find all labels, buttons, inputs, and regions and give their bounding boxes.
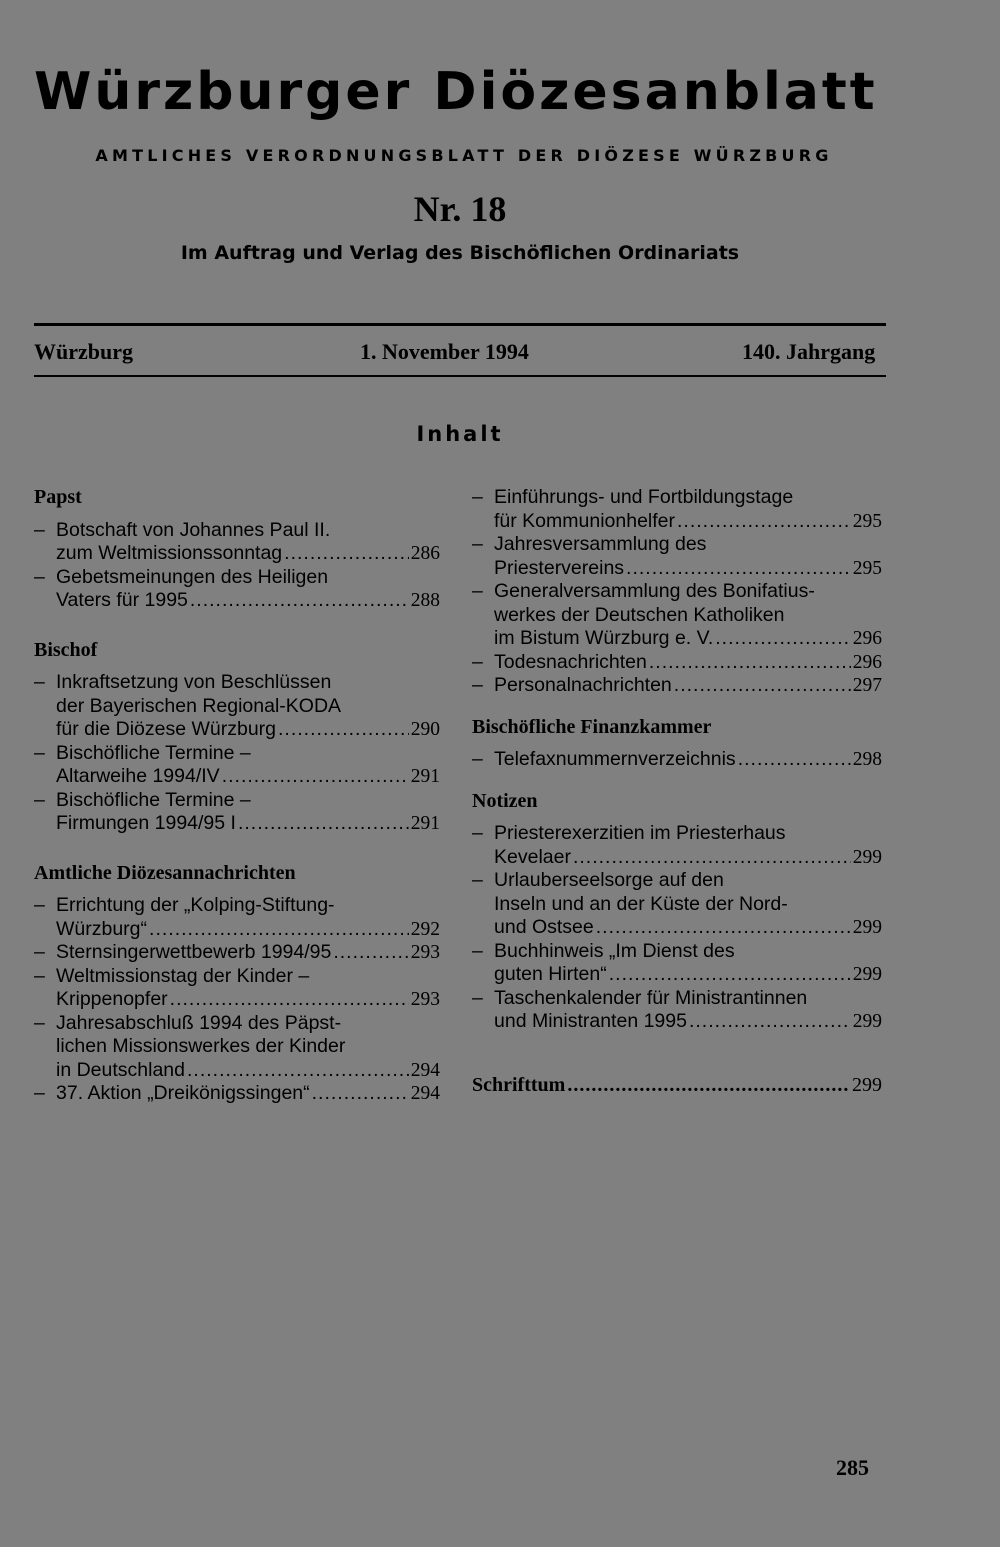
section-amtliche xyxy=(34,894,440,1106)
section-heading-papst: Papst xyxy=(34,486,82,508)
toc-entry xyxy=(34,789,440,836)
toc-entry xyxy=(34,1082,440,1106)
section-bischof xyxy=(34,671,440,836)
top-rule xyxy=(34,323,886,326)
entry-text: Personalnachrichten xyxy=(494,674,672,696)
toc-entry xyxy=(472,674,882,698)
entry-page-number: 294 xyxy=(410,1059,440,1081)
toc-entry xyxy=(472,533,882,580)
dot-leader xyxy=(596,916,851,940)
list-dash: – xyxy=(34,565,45,588)
entry-text: Inseln und an der Küste der Nord- xyxy=(494,892,788,915)
dot-leader xyxy=(170,988,409,1012)
dot-leader xyxy=(573,846,851,870)
entry-text: Bischöfliche Termine – xyxy=(56,741,251,764)
entry-text: und Ostsee xyxy=(494,916,594,938)
meta-volume: 140. Jahrgang xyxy=(742,339,876,364)
toc-entry xyxy=(472,869,882,940)
entry-text: Todesnachrichten xyxy=(494,650,647,673)
list-dash: – xyxy=(472,650,483,673)
list-dash: – xyxy=(472,822,483,844)
entry-page-number: 286 xyxy=(410,543,440,564)
section-heading-amtliche: Amtliche Diözesannachrichten xyxy=(34,861,296,884)
dot-leader xyxy=(738,748,851,772)
dot-leader xyxy=(312,1082,409,1106)
entry-text: Altarweihe 1994/IV xyxy=(56,765,220,787)
toc-entry xyxy=(34,671,440,742)
masthead-title: Würzburger Diözesanblatt xyxy=(34,62,878,122)
meta-place: Würzburg xyxy=(34,339,133,364)
entry-page-number: 296 xyxy=(852,628,882,649)
toc-entry xyxy=(472,940,882,987)
dot-leader xyxy=(284,542,409,566)
list-dash: – xyxy=(472,580,483,602)
entry-text: Weltmissionstag der Kinder – xyxy=(56,964,310,987)
entry-page-number: 288 xyxy=(410,590,440,611)
toc-entry xyxy=(34,519,440,566)
dot-leader xyxy=(715,627,850,651)
entry-text: guten Hirten“ xyxy=(494,963,607,985)
list-dash: – xyxy=(34,671,45,693)
meta-date: 1. November 1994 xyxy=(360,339,529,364)
entry-page-number: 291 xyxy=(410,813,440,834)
schrifttum-label: Schrifttum xyxy=(472,1073,566,1096)
section-finanzkammer xyxy=(472,748,882,772)
entry-text: Telefaxnummernverzeichnis xyxy=(494,748,736,770)
section-continued xyxy=(472,486,882,698)
entry-text: Urlauberseelsorge auf den xyxy=(494,869,724,891)
dot-leader xyxy=(238,812,409,836)
entry-text: Gebetsmeinungen des Heiligen xyxy=(56,565,329,588)
entry-page-number: 294 xyxy=(410,1083,440,1104)
toc-entry xyxy=(472,822,882,869)
entry-text: Generalversammlung des Bonifatius- xyxy=(494,580,815,602)
toc-entry xyxy=(34,894,440,941)
dot-leader xyxy=(649,651,851,675)
contents-right-column xyxy=(472,486,882,1097)
page-number: 285 xyxy=(836,1455,869,1480)
masthead-subtitle: AMTLICHES VERORDNUNGSBLATT DER DIÖZESE WÜRZBURG xyxy=(95,146,833,165)
list-dash: – xyxy=(34,741,45,764)
entry-page-number: 293 xyxy=(410,942,440,963)
dot-leader xyxy=(190,589,409,613)
entry-page-number: 299 xyxy=(852,1011,882,1032)
entry-text: lichen Missionswerkes der Kinder xyxy=(56,1035,346,1057)
list-dash: – xyxy=(34,1082,45,1104)
dot-leader xyxy=(149,918,409,942)
publisher-line: Im Auftrag und Verlag des Bischöflichen Ordinariats xyxy=(180,242,740,264)
dot-leader xyxy=(689,1010,851,1034)
toc-entry xyxy=(34,965,440,1012)
entry-text: Bischöfliche Termine – xyxy=(56,788,251,811)
entry-text: Krippenopfer xyxy=(56,988,168,1010)
dot-leader xyxy=(222,765,409,789)
schrifttum-page: 299 xyxy=(852,1073,882,1096)
entry-text: der Bayerischen Regional-KODA xyxy=(56,694,342,717)
toc-entry xyxy=(472,486,882,533)
list-dash: – xyxy=(472,986,483,1009)
entry-text: Botschaft von Johannes Paul II. xyxy=(56,518,331,541)
list-dash: – xyxy=(472,533,483,555)
dot-leader xyxy=(626,557,851,581)
entry-text: 37. Aktion „Dreikönigssingen“ xyxy=(56,1082,310,1104)
entry-page-number: 299 xyxy=(852,917,882,938)
section-heading-bischof: Bischof xyxy=(34,638,98,661)
entry-page-number: 293 xyxy=(410,989,440,1010)
toc-entry xyxy=(34,742,440,789)
toc-entry-schrifttum xyxy=(472,1074,882,1098)
list-dash: – xyxy=(34,941,45,963)
list-dash: – xyxy=(472,939,483,962)
entry-page-number: 295 xyxy=(852,510,882,532)
entry-text: Taschenkalender für Ministrantinnen xyxy=(494,986,808,1009)
entry-text: Vaters für 1995 xyxy=(56,589,188,611)
list-dash: – xyxy=(34,1011,45,1034)
dot-leader xyxy=(187,1059,409,1083)
entry-text: für Kommunionhelfer xyxy=(494,509,676,532)
entry-text: für die Diözese Würzburg xyxy=(56,718,277,740)
entry-text: Priestervereins xyxy=(494,556,625,579)
toc-entry xyxy=(34,566,440,613)
entry-text: zum Weltmissionssonntag xyxy=(56,542,283,564)
issue-number: Nr. 18 xyxy=(413,189,507,229)
entry-text: Jahresversammlung des xyxy=(494,533,707,555)
entry-page-number: 298 xyxy=(852,749,882,770)
dot-leader xyxy=(333,941,408,965)
list-dash: – xyxy=(472,674,483,696)
entry-text: Kevelaer xyxy=(494,845,571,868)
toc-entry xyxy=(472,748,882,772)
toc-entry xyxy=(34,941,440,965)
dot-leader xyxy=(567,1074,850,1098)
entry-page-number: 295 xyxy=(852,557,882,579)
list-dash: – xyxy=(472,748,483,770)
list-dash: – xyxy=(472,869,483,891)
dot-leader xyxy=(278,718,409,742)
entry-page-number: 297 xyxy=(852,675,882,696)
toc-entry xyxy=(472,580,882,651)
dot-leader xyxy=(609,963,851,987)
entry-text: Einführungs- und Fortbildungstage xyxy=(494,486,794,508)
entry-text: Errichtung der „Kolping-Stiftung- xyxy=(56,894,335,916)
entry-text: Priesterexerzitien im Priesterhaus xyxy=(494,822,786,844)
list-dash: – xyxy=(34,518,45,541)
entry-page-number: 291 xyxy=(410,766,440,787)
section-notizen xyxy=(472,822,882,1034)
entry-page-number: 292 xyxy=(410,918,440,940)
entry-text: Sternsingerwettbewerb 1994/95 xyxy=(56,941,332,963)
entry-text: und Ministranten 1995 xyxy=(494,1010,687,1032)
entry-text: werkes der Deutschen Katholiken xyxy=(494,603,785,626)
entry-text: Würzburg“ xyxy=(56,917,148,940)
list-dash: – xyxy=(472,486,483,508)
list-dash: – xyxy=(34,894,45,916)
entry-text: im Bistum Würzburg e. V. xyxy=(494,627,714,649)
section-heading-finanzkammer: Bischöfliche Finanzkammer xyxy=(472,715,712,738)
dot-leader xyxy=(677,510,851,534)
entry-text: in Deutschland xyxy=(56,1058,185,1081)
entry-page-number: 299 xyxy=(852,964,882,985)
section-papst xyxy=(34,519,440,613)
dot-leader xyxy=(674,674,851,698)
contents-left-column xyxy=(34,486,440,1106)
list-dash: – xyxy=(34,788,45,811)
entry-page-number: 296 xyxy=(852,651,882,673)
list-dash: – xyxy=(34,964,45,987)
toc-entry xyxy=(472,651,882,675)
entry-text: Inkraftsetzung von Beschlüssen xyxy=(56,671,332,693)
toc-entry xyxy=(34,1012,440,1083)
entry-text: Firmungen 1994/95 I xyxy=(56,812,236,834)
entry-text: Jahresabschluß 1994 des Päpst- xyxy=(56,1011,342,1034)
contents-heading: Inhalt xyxy=(416,422,504,446)
section-heading-notizen: Notizen xyxy=(472,789,538,812)
bottom-rule xyxy=(34,375,886,377)
entry-page-number: 299 xyxy=(852,846,882,868)
entry-page-number: 290 xyxy=(410,719,440,740)
entry-text: Buchhinweis „Im Dienst des xyxy=(494,939,735,962)
toc-entry xyxy=(472,987,882,1034)
